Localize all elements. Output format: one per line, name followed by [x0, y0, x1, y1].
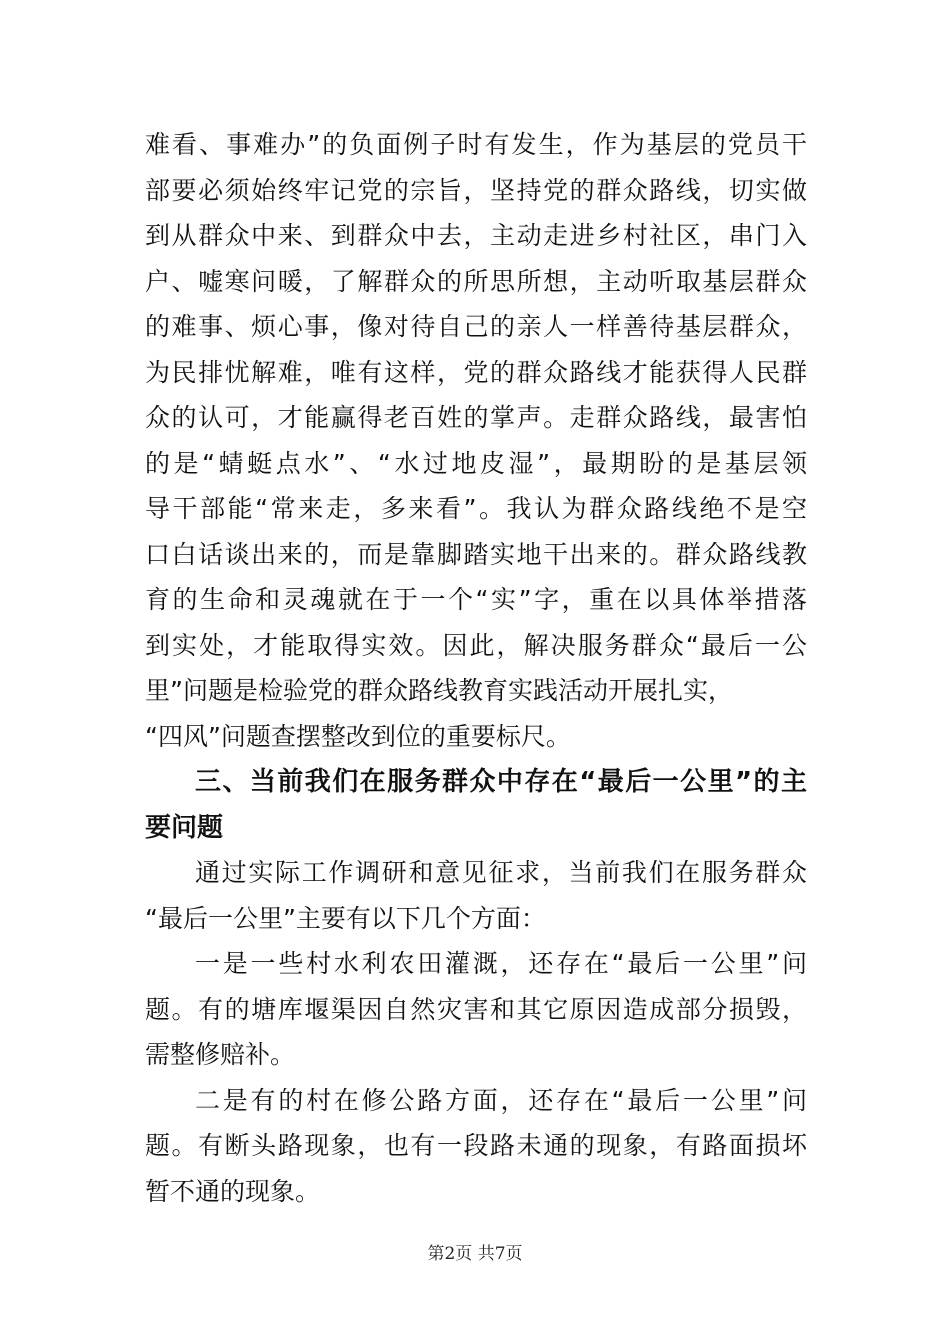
body-line: 导干部能“常来走，多来看”。我认为群众路线绝不是空 [145, 494, 807, 523]
page-number-footer: 第2页 共7页 [427, 1244, 523, 1264]
item-one-line: 题。有的塘库堰渠因自然灾害和其它原因造成部分损毁， [145, 995, 807, 1024]
body-line: 为民排忧解难，唯有这样，党的群众路线才能获得人民群 [145, 358, 807, 387]
body-line: 部要必须始终牢记党的宗旨，坚持党的群众路线，切实做 [145, 176, 807, 205]
body-line: 到从群众中来、到群众中去，主动走进乡村社区，串门入 [145, 221, 807, 250]
body-line: 难看、事难办”的负面例子时有发生，作为基层的党员干 [145, 130, 807, 159]
body-line: “四风”问题查摆整改到位的重要标尺。 [145, 722, 571, 751]
body-line: 到实处，才能取得实效。因此，解决服务群众“最后一公 [145, 631, 807, 660]
body-line: 户、嘘寒问暖，了解群众的所思所想，主动听取基层群众 [145, 267, 807, 296]
body-line: 里”问题是检验党的群众路线教育实践活动开展扎实， [145, 676, 733, 705]
section-heading-line: 三、当前我们在服务群众中存在“最后一公里”的主 [195, 767, 807, 797]
item-one-line: 需整修赔补。 [145, 1040, 296, 1069]
body-line: 育的生命和灵魂就在于一个“实”字，重在以具体举措落 [145, 585, 807, 614]
item-one-line: 一是一些村水利农田灌溉，还存在“最后一公里”问 [195, 949, 807, 978]
item-two-line: 二是有的村在修公路方面，还存在“最后一公里”问 [195, 1086, 807, 1115]
item-two-line: 暂不通的现象。 [145, 1177, 321, 1206]
intro-line: 通过实际工作调研和意见征求，当前我们在服务群众 [195, 858, 807, 887]
body-line: 的难事、烦心事，像对待自己的亲人一样善待基层群众， [145, 312, 807, 341]
body-line: 众的认可，才能赢得老百姓的掌声。走群众路线，最害怕 [145, 403, 807, 432]
item-two-line: 题。有断头路现象，也有一段路未通的现象，有路面损坏 [145, 1131, 807, 1160]
body-line: 口白话谈出来的，而是靠脚踏实地干出来的。群众路线教 [145, 540, 807, 569]
body-line: 的是“蜻蜓点水”、“水过地皮湿”，最期盼的是基层领 [145, 449, 807, 478]
intro-line: “最后一公里”主要有以下几个方面： [145, 904, 546, 933]
section-heading-line: 要问题 [145, 813, 224, 843]
